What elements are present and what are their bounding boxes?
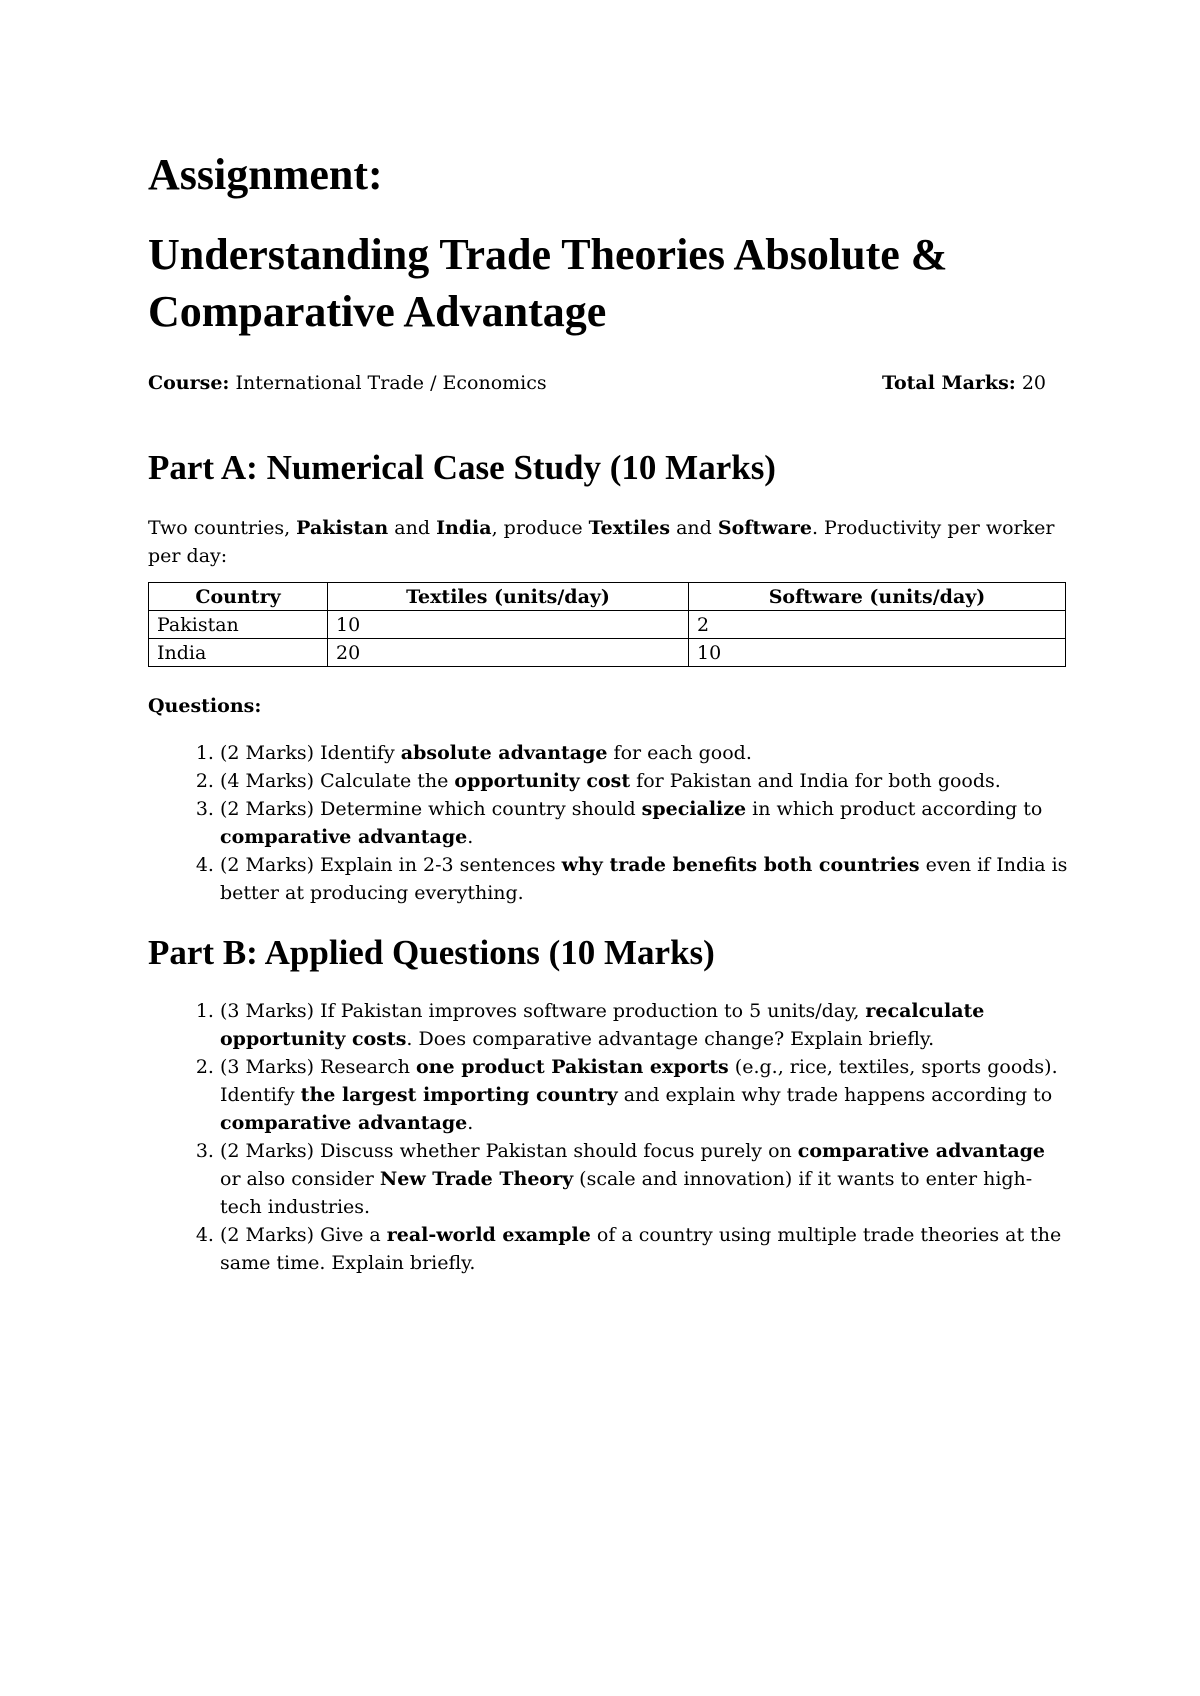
productivity-table [148, 582, 1066, 667]
part-a-intro [148, 514, 1068, 570]
table-cell: India [149, 639, 328, 667]
total-marks-info [882, 370, 1046, 396]
text-run: for each good. [607, 742, 752, 764]
text-run: of a country using multiple trade theories at the same time. Explain briefly. [220, 1224, 1062, 1274]
part-b-heading: Part B: Applied Questions (10 Marks) [148, 933, 715, 972]
course-value: International Trade / Economics [229, 372, 547, 394]
text-run: (2 Marks) Give a [220, 1224, 387, 1246]
table-cell: 2 [689, 611, 1066, 639]
text-run: and [388, 517, 437, 539]
list-item [220, 795, 1068, 851]
bold-text: comparative advantage [797, 1140, 1046, 1162]
text-run: and explain why trade happens according to [617, 1084, 1053, 1106]
text-run: (2 Marks) Discuss whether Pakistan should focus purely on [220, 1140, 798, 1162]
table-cell: 10 [328, 611, 689, 639]
bold-text: recalculate opportunity costs [220, 1000, 985, 1050]
table-cell: 10 [689, 639, 1066, 667]
text-run: (e.g., rice, textiles, sports goods). Identify [220, 1056, 1058, 1106]
text-run: . Does comparative advantage change? Explain briefly. [406, 1028, 935, 1050]
course-info [148, 370, 547, 396]
bold-text: comparative advantage [220, 1112, 468, 1134]
list-item [220, 997, 1068, 1053]
table-header-cell: Software (units/day) [689, 583, 1066, 611]
bold-text: why trade benefits both countries [561, 854, 920, 876]
list-item [220, 767, 1068, 795]
bold-text: specialize [641, 798, 747, 820]
table-header-row [149, 583, 1066, 611]
bold-text: India [436, 517, 492, 539]
text-run: and [670, 517, 718, 539]
assignment-label: Assignment: [148, 150, 383, 199]
meta-row [148, 370, 1046, 396]
text-run: (3 Marks) Research [220, 1056, 416, 1078]
assignment-title: Understanding Trade Theories Absolute & Comparative Advantage [148, 230, 948, 336]
course-label: Course: [148, 372, 230, 394]
list-item [220, 1221, 1068, 1277]
bold-text: absolute advantage [400, 742, 608, 764]
text-run: (4 Marks) Calculate the [220, 770, 455, 792]
table-cell: 20 [328, 639, 689, 667]
table-header-cell: Country [149, 583, 328, 611]
list-item [220, 851, 1068, 907]
table-header-cell: Textiles (units/day) [328, 583, 689, 611]
text-run: . Productivity per worker per day: [148, 517, 1055, 567]
list-item [220, 1137, 1068, 1221]
bold-text: one product Pakistan exports [416, 1056, 729, 1078]
document-page [148, 150, 1068, 1277]
total-marks-value: 20 [1015, 372, 1046, 394]
bold-text: comparative advantage [220, 826, 468, 848]
text-run: Two countries, [148, 517, 297, 539]
text-run: . [467, 826, 474, 848]
text-run: (2 Marks) Determine which country should [220, 798, 642, 820]
bold-text: Textiles [588, 517, 671, 539]
text-run: even if India is better at producing everything. [220, 854, 1068, 904]
part-a-question-list [148, 739, 1068, 907]
table-cell: Pakistan [149, 611, 328, 639]
text-run: in which product according to [746, 798, 1043, 820]
bold-text: the largest importing country [300, 1084, 618, 1106]
text-run: for Pakistan and India for both goods. [630, 770, 1001, 792]
bold-text: New Trade Theory [379, 1168, 574, 1190]
text-run: (scale and innovation) if it wants to enter high-tech industries. [220, 1168, 1033, 1218]
table-row [149, 639, 1066, 667]
bold-text: opportunity cost [454, 770, 631, 792]
list-item [220, 1053, 1068, 1137]
text-run: or also consider [220, 1168, 380, 1190]
bold-text: Pakistan [296, 517, 389, 539]
bold-text: real-world example [386, 1224, 591, 1246]
bold-text: Software [717, 517, 812, 539]
questions-label: Questions: [148, 695, 262, 717]
text-run: , produce [491, 517, 589, 539]
text-run: (2 Marks) Identify [220, 742, 401, 764]
total-marks-label: Total Marks: [882, 372, 1016, 394]
table-row [149, 611, 1066, 639]
text-run: . [467, 1112, 474, 1134]
list-item [220, 739, 1068, 767]
text-run: (2 Marks) Explain in 2-3 sentences [220, 854, 562, 876]
part-a-heading: Part A: Numerical Case Study (10 Marks) [148, 448, 776, 487]
part-b-question-list [148, 997, 1068, 1277]
text-run: (3 Marks) If Pakistan improves software production to 5 units/day, [220, 1000, 866, 1022]
